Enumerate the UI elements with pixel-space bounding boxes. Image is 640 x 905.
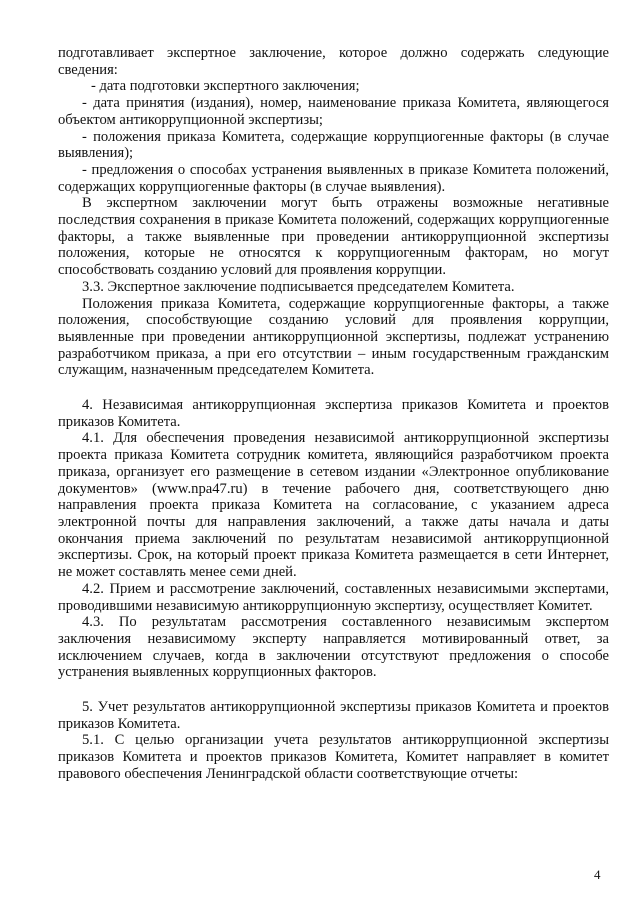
section-spacer xyxy=(58,379,609,397)
paragraph-provisions-removal: Положения приказа Комитета, содержащие коррупциогенные факторы, а также положения, способствующие созданию условий для проявления коррупции, выявленные при проведении антикоррупционной экспертизы, подлежат устранению разработчиком приказа, а при его отсутствии – иным государственным гражданским служащим, назначенным председателем Комитета. xyxy=(58,295,609,379)
list-item-preparation-date: - дата подготовки экспертного заключения; xyxy=(91,78,360,95)
paragraph-4-2: 4.2. Прием и рассмотрение заключений, составленных независимыми экспертами, проводившими независимую антикоррупционную экспертизу, осуществляет Комитет. xyxy=(58,580,609,614)
section-spacer xyxy=(58,681,609,699)
list-item-adoption-date: - дата принятия (издания), номер, наименование приказа Комитета, являющегося объектом антикоррупционной экспертизы; xyxy=(58,95,609,128)
paragraph-3-3: 3.3. Экспертное заключение подписывается председателем Комитета. xyxy=(82,278,515,295)
paragraph-5-1: 5.1. С целью организации учета результатов антикоррупционной экспертизы приказов Комитета и проектов приказов Комитета, Комитет направляет в комитет правового обеспечения Ленинградской области соответствующие отчеты: xyxy=(58,732,609,782)
section-heading-4: 4. Независимая антикоррупционная экспертиза приказов Комитета и проектов приказов Комитета. xyxy=(58,397,609,430)
page-number: 4 xyxy=(594,867,601,882)
paragraph-intro: подготавливает экспертное заключение, которое должно содержать следующие сведения: xyxy=(58,45,609,78)
list-item-elimination-proposals: - предложения о способах устранения выявленных в приказе Комитета положений, содержащих коррупциогенные факторы (в случае выявления). xyxy=(58,161,609,195)
document-body xyxy=(58,45,609,783)
paragraph-negative-consequences: В экспертном заключении могут быть отражены возможные негативные последствия сохранения в приказе Комитета положений, содержащих коррупциогенные факторы, а также выявленные при проведении антикоррупционной экспертизы положения, которые не относятся к коррупциогенным факторам, но могут способствовать созданию условий для проявления коррупции. xyxy=(58,195,609,279)
section-heading-5: 5. Учет результатов антикоррупционной экспертизы приказов Комитета и проектов приказов Комитета. xyxy=(58,699,609,732)
list-item-corruption-provisions: - положения приказа Комитета, содержащие коррупциогенные факторы (в случае выявления); xyxy=(58,128,609,162)
paragraph-4-1: 4.1. Для обеспечения проведения независимой антикоррупционной экспертизы проекта приказа Комитета сотрудник комитета, являющийся разработчиком проекта приказа, организует его размещение в сетевом издании «Электронное опубликование документов» (www.npa47.ru) в течение рабочего дня, соответствующего дню направления проекта приказа Комитета на согласование, с указанием адреса электронной почты для направления заключений, а также даты начала и даты окончания приема заключений по результатам независимой антикоррупционной экспертизы. Срок, на который проект приказа Комитета размещается в сети Интернет, не может составлять менее семи дней. xyxy=(58,430,609,581)
paragraph-4-3: 4.3. По результатам рассмотрения составленного независимым экспертом заключения независимому эксперту направляется мотивированный ответ, за исключением случаев, когда в заключении отсутствуют предложения о способе устранения выявленных коррупционных факторов. xyxy=(58,614,609,681)
